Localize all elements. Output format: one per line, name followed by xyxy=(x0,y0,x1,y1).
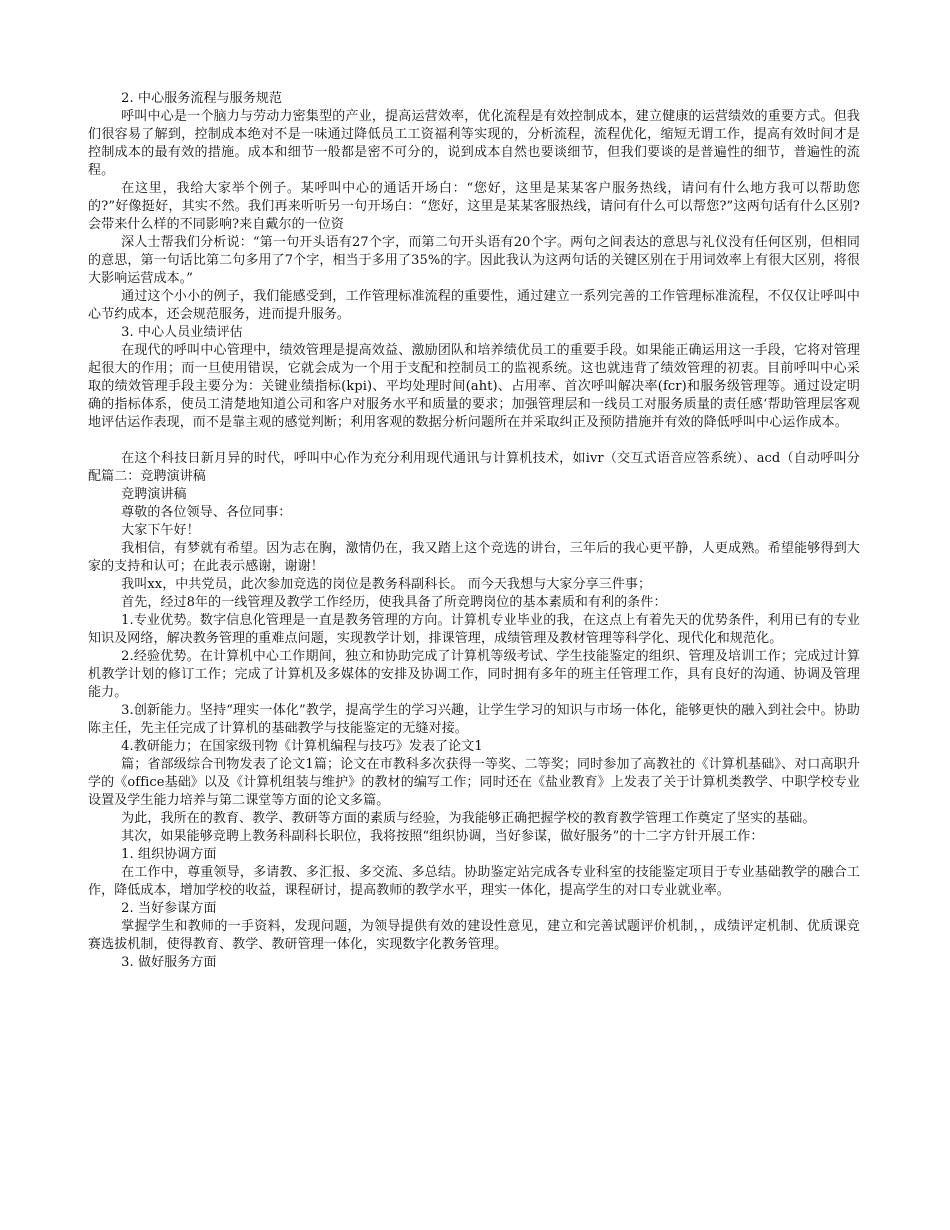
subsection-heading: 1. 组织协调方面 xyxy=(121,847,217,862)
paragraph: 呼叫中心是一个脑力与劳动力密集型的产业，提高运营效率，优化流程是有效控制成本，建立健康的运营绩效的重要方式。但我们很容易了解到，控制成本绝对不是一味通过降低员工工资福利等实现的，分析流程，流程优化，缩短无谓工作，提高有效时间才是控制成本的最有效的措施。成本和细节一般都是密不可分的，说到成本自然也要谈细节，但我们要谈的是普遍性的细节，普遍性的流程。 xyxy=(88,109,860,178)
paragraph: 我相信，有梦就有希望。因为志在胸，激情仍在，我又踏上这个竞选的讲台，三年后的我心更平静，人更成熟。希望能够得到大家的支持和认可；在此表示感谢，谢谢！ xyxy=(88,541,860,574)
paragraph: 首先，经过8年的一线管理及教学工作经历，使我具备了所竞聘岗位的基本素质和有利的条件： xyxy=(121,595,667,610)
paragraph: 为此，我所在的教育、教学、教研等方面的素质与经验，为我能够正确把握学校的教育教学管理工作奠定了坚实的基础。 xyxy=(121,811,816,826)
paragraph: 我叫xx，中共党员，此次参加竞选的岗位是教务科副科长。 而今天我想与大家分享三件事； xyxy=(121,577,652,592)
paragraph: 通过这个小小的例子，我们能感受到，工作管理标准流程的重要性，通过建立一系列完善的工作管理标准流程，不仅仅让呼叫中心节约成本，还会规范服务，进而提升服务。 xyxy=(88,289,860,322)
paragraph: 掌握学生和教师的一手资料，发现问题，为领导提供有效的建设性意见，建立和完善试题评价机制，，成绩评定机制、优质课竞赛选拔机制，使得教育、教学、教研管理一体化，实现数字化教务管理。 xyxy=(88,919,860,952)
paragraph: 篇；省部级综合刊物发表了论文1篇；论文在市教科多次获得一等奖、二等奖；同时参加了高教社的《计算机基础》、对口高职升学的《office基础》以及《计算机组装与维护》的教材的编写工作；同时还在《盐业教育》上发表了关于计算机类教学、中职学校专业设置及学生能力培养与第二课堂等方面的论文多篇。 xyxy=(88,757,860,808)
subsection-heading: 2. 当好参谋方面 xyxy=(121,901,217,916)
paragraph: 深人士帮我们分析说：“第一句开头语有27个字，而第二句开头语有20个字。两句之间表达的意思与礼仪没有任何区别，但相同的意思，第一句话比第二句多用了7个字，相当于多用了35%的字。因此我认为这两句话的关键区别在于用词效率上有很大区别，将很大影响运营成本。” xyxy=(88,235,860,286)
section-heading-3: 3. 中心人员业绩评估 xyxy=(121,325,243,340)
document-body xyxy=(88,90,860,972)
paragraph: 在工作中，尊重领导，多请教、多汇报、多交流、多总结。协助鉴定站完成各专业科室的技能鉴定项目于专业基础教学的融合工作，降低成本，增加学校的收益，课程研讨，提高教师的教学水平，理实一体化，提高学生的对口专业就业率。 xyxy=(88,865,860,898)
list-item: 2.经验优势。在计算机中心工作期间，独立和协助完成了计算机等级考试、学生技能鉴定的组织、管理及培训工作；完成过计算机教学计划的修订工作；完成了计算机及多媒体的安排及协调工作，同时拥有多年的班主任管理工作，具有良好的沟通、协调及管理能力。 xyxy=(88,649,860,700)
salutation: 尊敬的各位领导、各位同事： xyxy=(121,505,292,520)
paragraph: 在这个科技日新月异的时代，呼叫中心作为充分利用现代通讯与计算机技术，如ivr（交互式语音应答系统）、acd（自动呼叫分配篇二：竞聘演讲稿 xyxy=(88,451,860,484)
list-item: 4.教研能力；在国家级刊物《计算机编程与技巧》发表了论文1 xyxy=(121,739,483,754)
paragraph: 在现代的呼叫中心管理中，绩效管理是提高效益、激励团队和培养绩优员工的重要手段。如果能正确运用这一手段，它将对管理起很大的作用；而一旦使用错误，它就会成为一个用于支配和控制员工的监视系统。这也就违背了绩效管理的初衷。目前呼叫中心采取的绩效管理手段主要分为：关键业绩指标(kpi)、平均处理时间(aht)、占用率、首次呼叫解决率(fcr)和服务级管理等。通过设定明确的指标体系，使员工清楚地知道公司和客户对服务水平和质量的要求；加强管理层和一线员工对服务质量的责任感‘帮助管理层客观地评估运作表现，而不是靠主观的感觉判断；利用客观的数据分析问题所在并采取纠正及预防措施并有效的降低呼叫中心运作成本。 xyxy=(88,343,860,430)
section-heading-2: 2. 中心服务流程与服务规范 xyxy=(121,91,283,106)
list-item: 3.创新能力。坚持“理实一体化”教学，提高学生的学习兴趣，让学生学习的知识与市场一体化，能够更快的融入到社会中。协助陈主任，先主任完成了计算机的基础教学与技能鉴定的无缝对接。 xyxy=(88,703,860,736)
paragraph: 在这里，我给大家举个例子。某呼叫中心的通话开场白：“您好，这里是某某客户服务热线，请问有什么地方我可以帮助您的?”好像挺好，其实不然。我们再来听听另一句开场白：“您好，这里是某某客服热线，请问有什么可以帮您?”这两句话有什么区别?会带来什么样的不同影响?来自戴尔的一位资 xyxy=(88,181,860,232)
paragraph: 其次，如果能够竞聘上教务科副科长职位，我将按照“组织协调，当好参谋，做好服务”的十二字方针开展工作： xyxy=(121,829,764,844)
greeting: 大家下午好！ xyxy=(121,523,200,538)
speech-title: 竞聘演讲稿 xyxy=(121,487,187,502)
subsection-heading: 3. 做好服务方面 xyxy=(121,955,217,970)
list-item: 1.专业优势。数字信息化管理是一直是教务管理的方向。计算机专业毕业的我，在这点上有着先天的优势条件，利用已有的专业知识及网络，解决教务管理的重难点问题，实现教学计划，排课管理，成绩管理及教材管理等科学化、现代化和规范化。 xyxy=(88,613,860,646)
